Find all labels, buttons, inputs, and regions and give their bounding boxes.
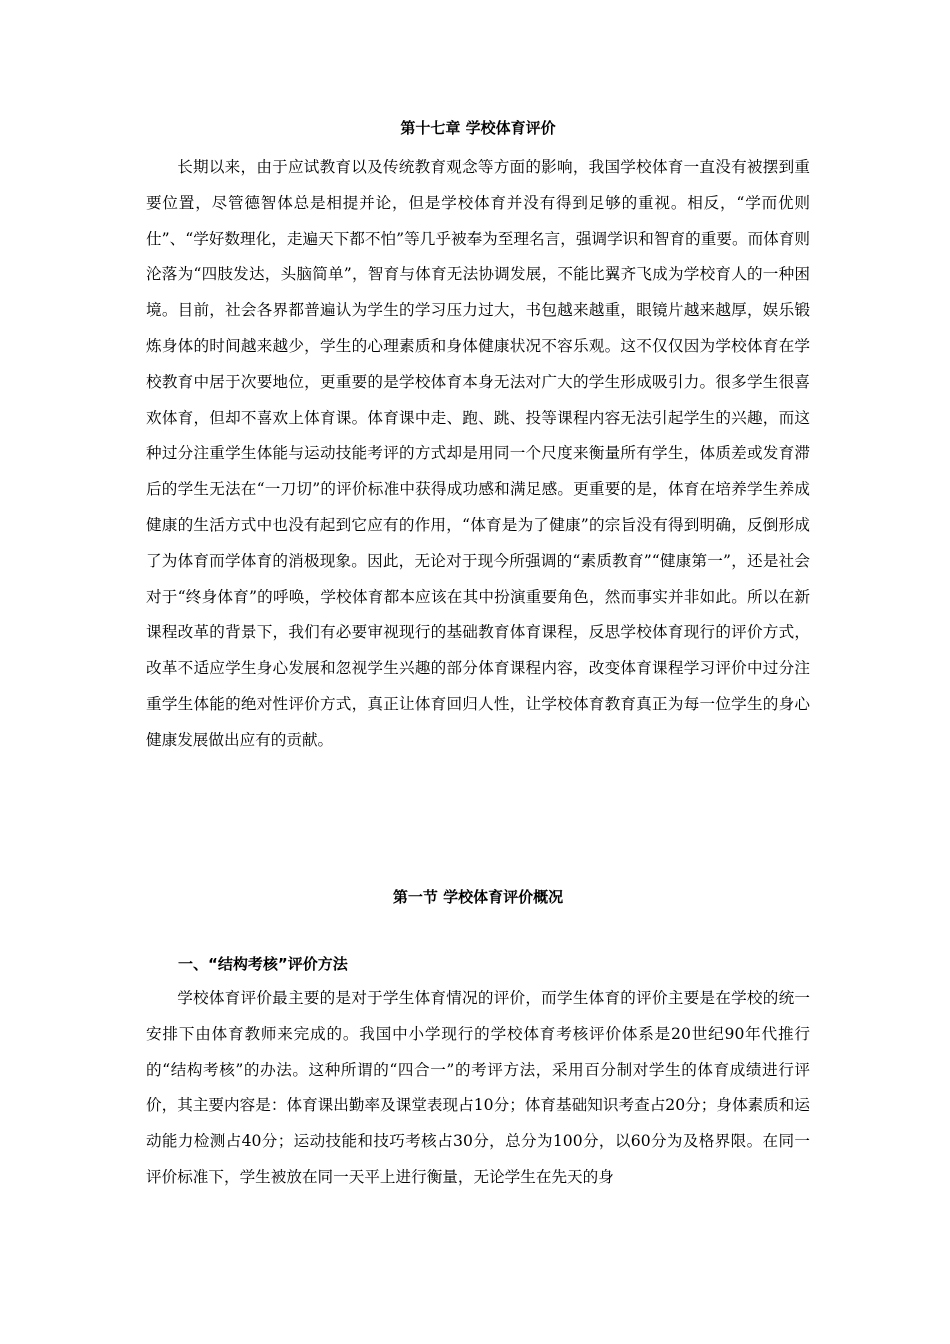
section-paragraph: 学校体育评价最主要的是对于学生体育情况的评价，而学生体育的评价主要是在学校的统一安排下由体育教师来完成的。我国中小学现行的学校体育考核评价体系是20世纪90年代推行的“结构考核”的办法。这种所谓的“四合一”的考评方法，采用百分制对学生的体育成绩进行评价，其主要内容是：体育课出勤率及课堂表现占10分；体育基础知识考查占20分；身体素质和运动能力检测占40分；运动技能和技巧考核占30分，总分为100分，以60分为及格界限。在同一评价标准下，学生被放在同一天平上进行衡量，无论学生在先天的身 (146, 989, 810, 1186)
intro-section (146, 150, 810, 759)
chapter-title: 第十七章 学校体育评价 (400, 119, 556, 137)
section-title: 第一节 学校体育评价概况 (392, 888, 564, 906)
section-body (146, 981, 810, 1213)
subsection-heading: 一、“结构考核”评价方法 (178, 955, 348, 973)
intro-paragraph: 长期以来，由于应试教育以及传统教育观念等方面的影响，我国学校体育一直没有被摆到重要位置，尽管德智体总是相提并论，但是学校体育并没有得到足够的重视。相反，“学而优则仕”、“学好数理化，走遍天下都不怕”等几乎被奉为至理名言，强调学识和智育的重要。而体育则沦落为“四肢发达，头脑简单”，智育与体育无法协调发展，不能比翼齐飞成为学校育人的一种困境。目前，社会各界都普遍认为学生的学习压力过大，书包越来越重，眼镜片越来越厚，娱乐锻炼身体的时间越来越少，学生的心理素质和身体健康状况不容乐观。这不仅仅因为学校体育在学校教育中居于次要地位，更重要的是学校体育本身无法对广大的学生形成吸引力。很多学生很喜欢体育，但却不喜欢上体育课。体育课中走、跑、跳、投等课程内容无法引起学生的兴趣，而这种过分注重学生体能与运动技能考评的方式却是用同一个尺度来衡量所有学生，体质差或发育滞后的学生无法在“一刀切”的评价标准中获得成功感和满足感。更重要的是，体育在培养学生养成健康的生活方式中也没有起到它应有的作用，“体育是为了健康”的宗旨没有得到明确，反倒形成了为体育而学体育的消极现象。因此，无论对于现今所强调的“素质教育”“健康第一”，还是社会对于“终身体育”的呼唤，学校体育都本应该在其中扮演重要角色，然而事实并非如此。所以在新课程改革的背景下，我们有必要审视现行的基础教育体育课程，反思学校体育现行的评价方式，改革不适应学生身心发展和忽视学生兴趣的部分体育课程内容，改变体育课程学习评价中过分注重学生体能的绝对性评价方式，真正让体育回归人性，让学校体育教育真正为每一位学生的身心健康发展做出应有的贡献。 (146, 158, 810, 749)
